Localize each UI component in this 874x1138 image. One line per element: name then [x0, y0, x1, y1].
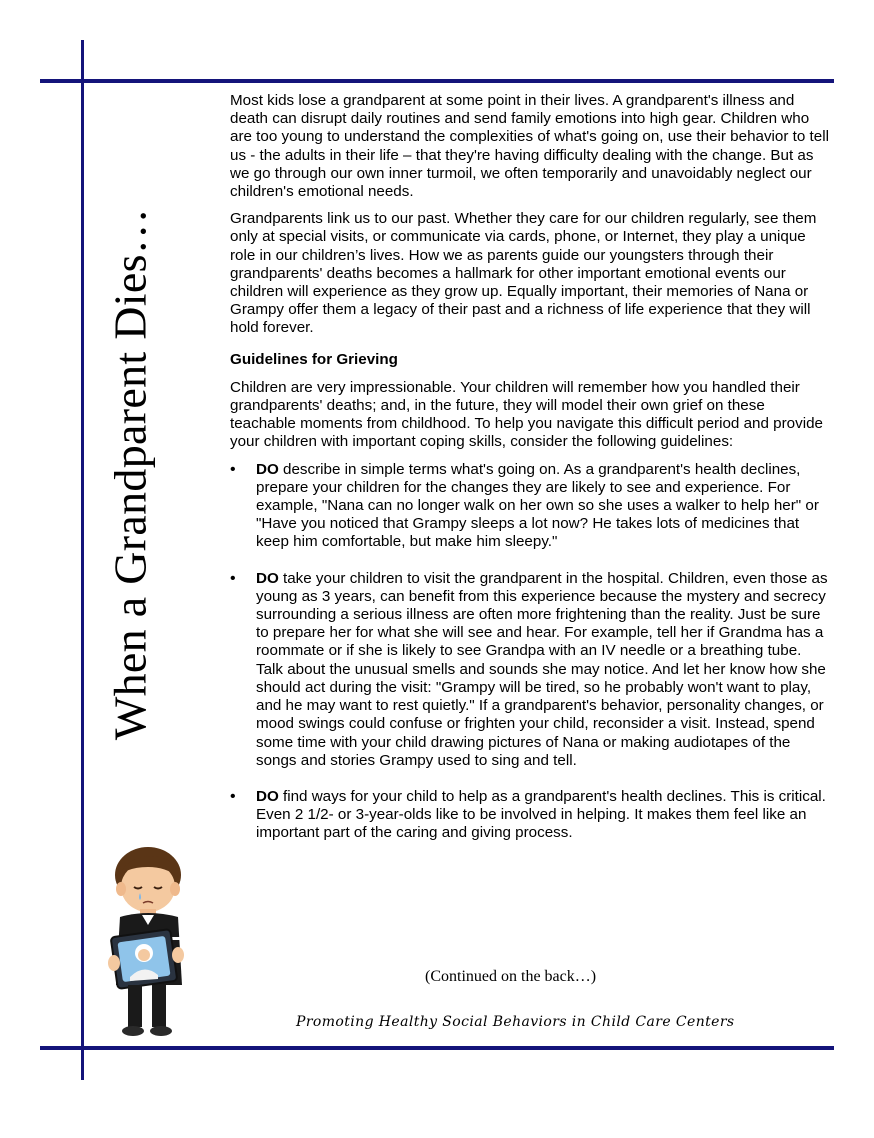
item-lead: DO: [256, 787, 279, 805]
guidelines-intro: Children are very impressionable. Your children will remember how you handled their grandparents' deaths; and, in the future, they will model their own grief on these teachable moments from childhood. To help you navigate this difficult period and provide your children with important coping skills, consider the following guidelines:: [230, 378, 823, 451]
side-title: [101, 178, 159, 770]
bullet-icon: •: [230, 569, 236, 587]
bullet-icon: •: [230, 460, 236, 478]
top-horizontal-rule: [40, 79, 834, 83]
item-text: describe in simple terms what's going on. As a grandparent's health declines, prepare your children for the changes they are likely to see and experience. For example, "Nana can no longer walk on her own so she uses a walker to help her" or "Have you noticed that Grampy sleeps a lot now? He takes lots of medicines that keep him comfortable, but make him sleepy.": [256, 460, 819, 551]
article-body: [230, 92, 832, 861]
list-item: [230, 570, 832, 770]
continued-note: (Continued on the back…): [425, 968, 597, 985]
grieving-child-illustration: [100, 845, 200, 1040]
item-lead: DO: [256, 569, 279, 587]
left-vertical-rule: [81, 40, 84, 1080]
intro-paragraph-2: Grandparents link us to our past. Whether they care for our children regularly, see them only at special visits, or communicate via cards, phone, or Internet, they play a unique role in our children’s lives. How we as parents guide our youngsters through their grandparents' deaths becomes a hallmark for other important emotional events our children will experience as they grow up. Equally important, their memories of Nana or Grampy offer them a legacy of their past and a richness of life experience that they will hold forever.: [230, 210, 817, 337]
bottom-horizontal-rule: [40, 1046, 834, 1050]
bullet-icon: •: [230, 787, 236, 805]
footer-tagline: Promoting Healthy Social Behaviors in Child Care Centers: [296, 1014, 735, 1030]
list-item: [230, 788, 832, 843]
list-item: [230, 461, 832, 552]
guidelines-list: [230, 461, 832, 843]
intro-paragraph-1: Most kids lose a grandparent at some point in their lives. A grandparent's illness and death can disrupt daily routines and send family emotions into high gear. Children who are too young to understand the complexities of what's going on, use their behavior to tell us - the adults in their life – that they're having difficulty dealing with the change. But as we go through our own inner turmoil, we often temporarily and unavoidably neglect our children's emotional needs.: [230, 92, 829, 201]
side-title-text: When a Grandparent Dies…: [104, 207, 156, 741]
item-text: find ways for your child to help as a grandparent's health declines. This is critical. Even 2 1/2- or 3-year-olds like to be involved in helping. It makes them feel like an important part of the caring and giving process.: [256, 787, 826, 842]
item-text: take your children to visit the grandparent in the hospital. Children, even those as young as 3 years, can benefit from this experience because the mystery and secrecy surrounding a serious illness are often more frightening than the reality. Just be sure to prepare her for what she will see and hear. For example, tell her if Grandma has a roommate or if she is likely to see Grandpa with an IV needle or a breathing tube. Talk about the unusual smells and sounds she may notice. And let her know how she should act during the visit: "Grampy will be tired, so he probably won't want to play, and he may want to rest quietly." If a grandparent's behavior, personality changes, or mood swings could confuse or frighten your child, reconsider a visit. Instead, spend some time with your child drawing pictures of Nana or making audiotapes of the songs and stories Grampy used to sing and tell.: [256, 569, 828, 769]
section-heading: Guidelines for Grieving: [230, 350, 398, 368]
item-lead: DO: [256, 460, 279, 478]
